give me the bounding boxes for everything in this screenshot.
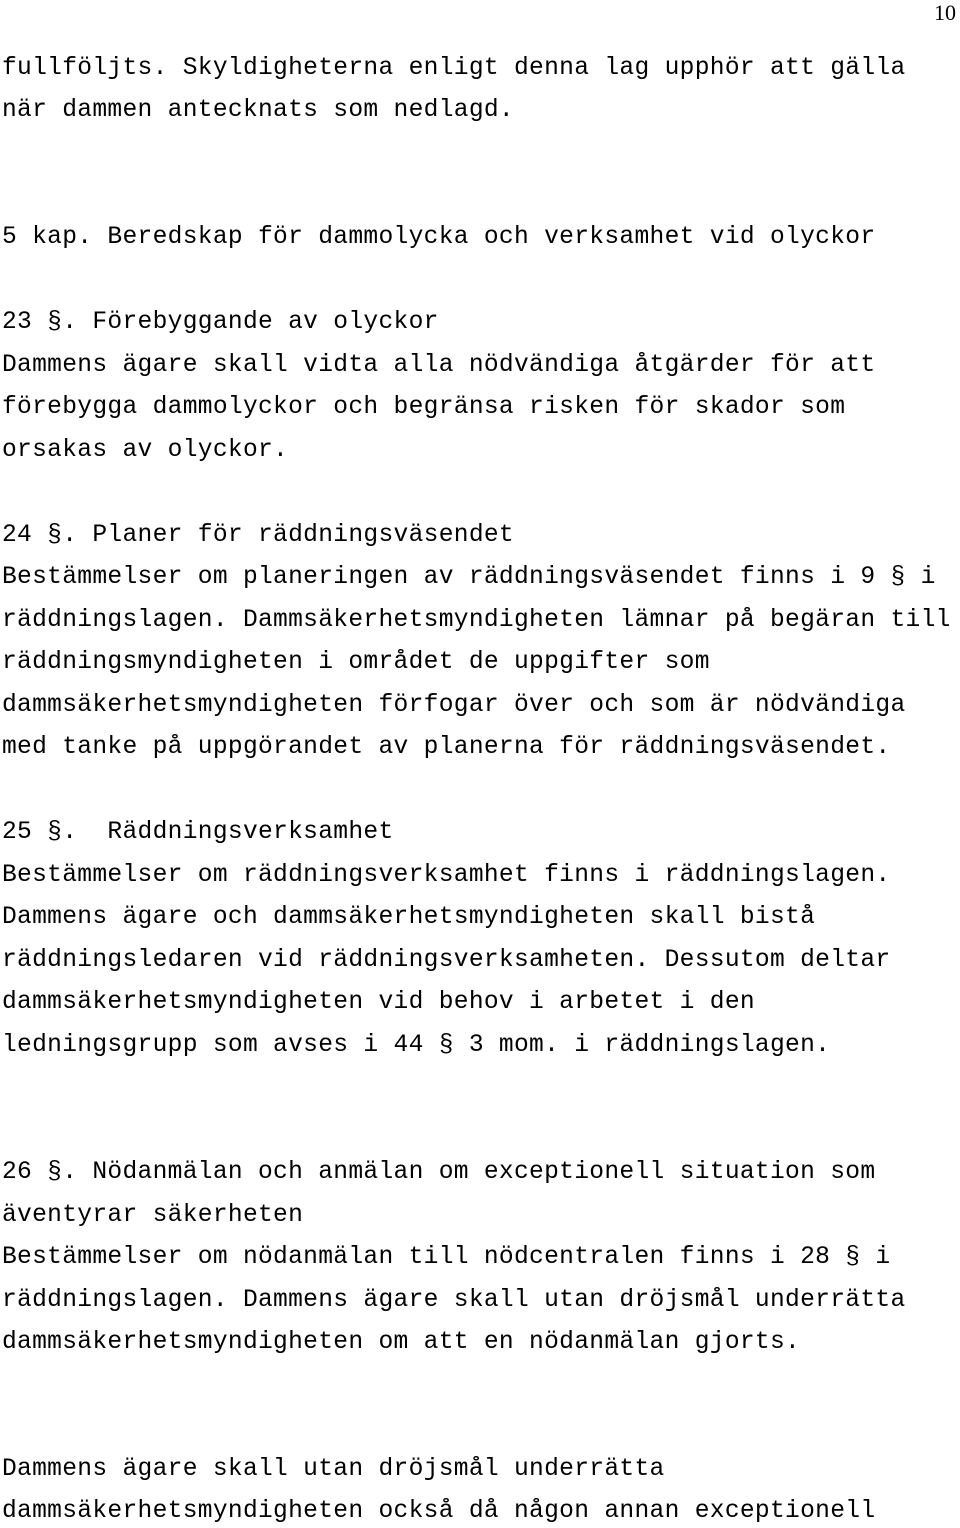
section-heading: 24 §. Planer för räddningsväsendet (2, 522, 514, 549)
text-line: förebygga dammolyckor och begränsa risken för skador som (2, 394, 846, 421)
text-line: fullföljts. Skyldigheterna enligt denna lag upphör att gälla (2, 55, 906, 82)
text-line: räddningsmyndigheten i området de uppgifter som (2, 649, 710, 676)
text-line: med tanke på uppgörandet av planerna för räddningsväsendet. (2, 734, 891, 761)
text-line: Dammens ägare skall vidta alla nödvändiga åtgärder för att (2, 352, 876, 379)
text-line: Bestämmelser om planeringen av räddningsväsendet finns i 9 § i (2, 564, 936, 591)
section-heading-continued: äventyrar säkerheten (2, 1202, 304, 1229)
section-heading: 26 §. Nödanmälan och anmälan om exceptionell situation som (2, 1159, 876, 1186)
text-line: Bestämmelser om nödanmälan till nödcentralen finns i 28 § i (2, 1244, 891, 1271)
text-line: när dammen antecknats som nedlagd. (2, 97, 514, 124)
text-line: Dammens ägare skall utan dröjsmål underrätta (2, 1456, 665, 1483)
text-line: räddningsledaren vid räddningsverksamheten. Dessutom deltar (2, 947, 891, 974)
text-line: Bestämmelser om räddningsverksamhet finns i räddningslagen. (2, 862, 891, 889)
text-line: dammsäkerhetsmyndigheten också då någon annan exceptionell (2, 1498, 876, 1525)
text-line: Dammens ägare och dammsäkerhetsmyndigheten skall bistå (2, 904, 816, 931)
text-line: orsakas av olyckor. (2, 437, 289, 464)
section-heading: 25 §. Räddningsverksamhet (2, 819, 394, 846)
text-line: dammsäkerhetsmyndigheten förfogar över och som är nödvändiga (2, 692, 906, 719)
text-line: dammsäkerhetsmyndigheten om att en nödanmälan gjorts. (2, 1329, 801, 1356)
chapter-heading: 5 kap. Beredskap för dammolycka och verksamhet vid olyckor (2, 224, 876, 251)
text-line: dammsäkerhetsmyndigheten vid behov i arbetet i den (2, 989, 755, 1016)
text-line: räddningslagen. Dammsäkerhetsmyndigheten lämnar på begäran till (2, 607, 951, 634)
section-heading: 23 §. Förebyggande av olyckor (2, 309, 439, 336)
text-line: ledningsgrupp som avses i 44 § 3 mom. i räddningslagen. (2, 1032, 831, 1059)
text-line: räddningslagen. Dammens ägare skall utan dröjsmål underrätta (2, 1287, 906, 1314)
page-number: 10 (934, 0, 956, 25)
